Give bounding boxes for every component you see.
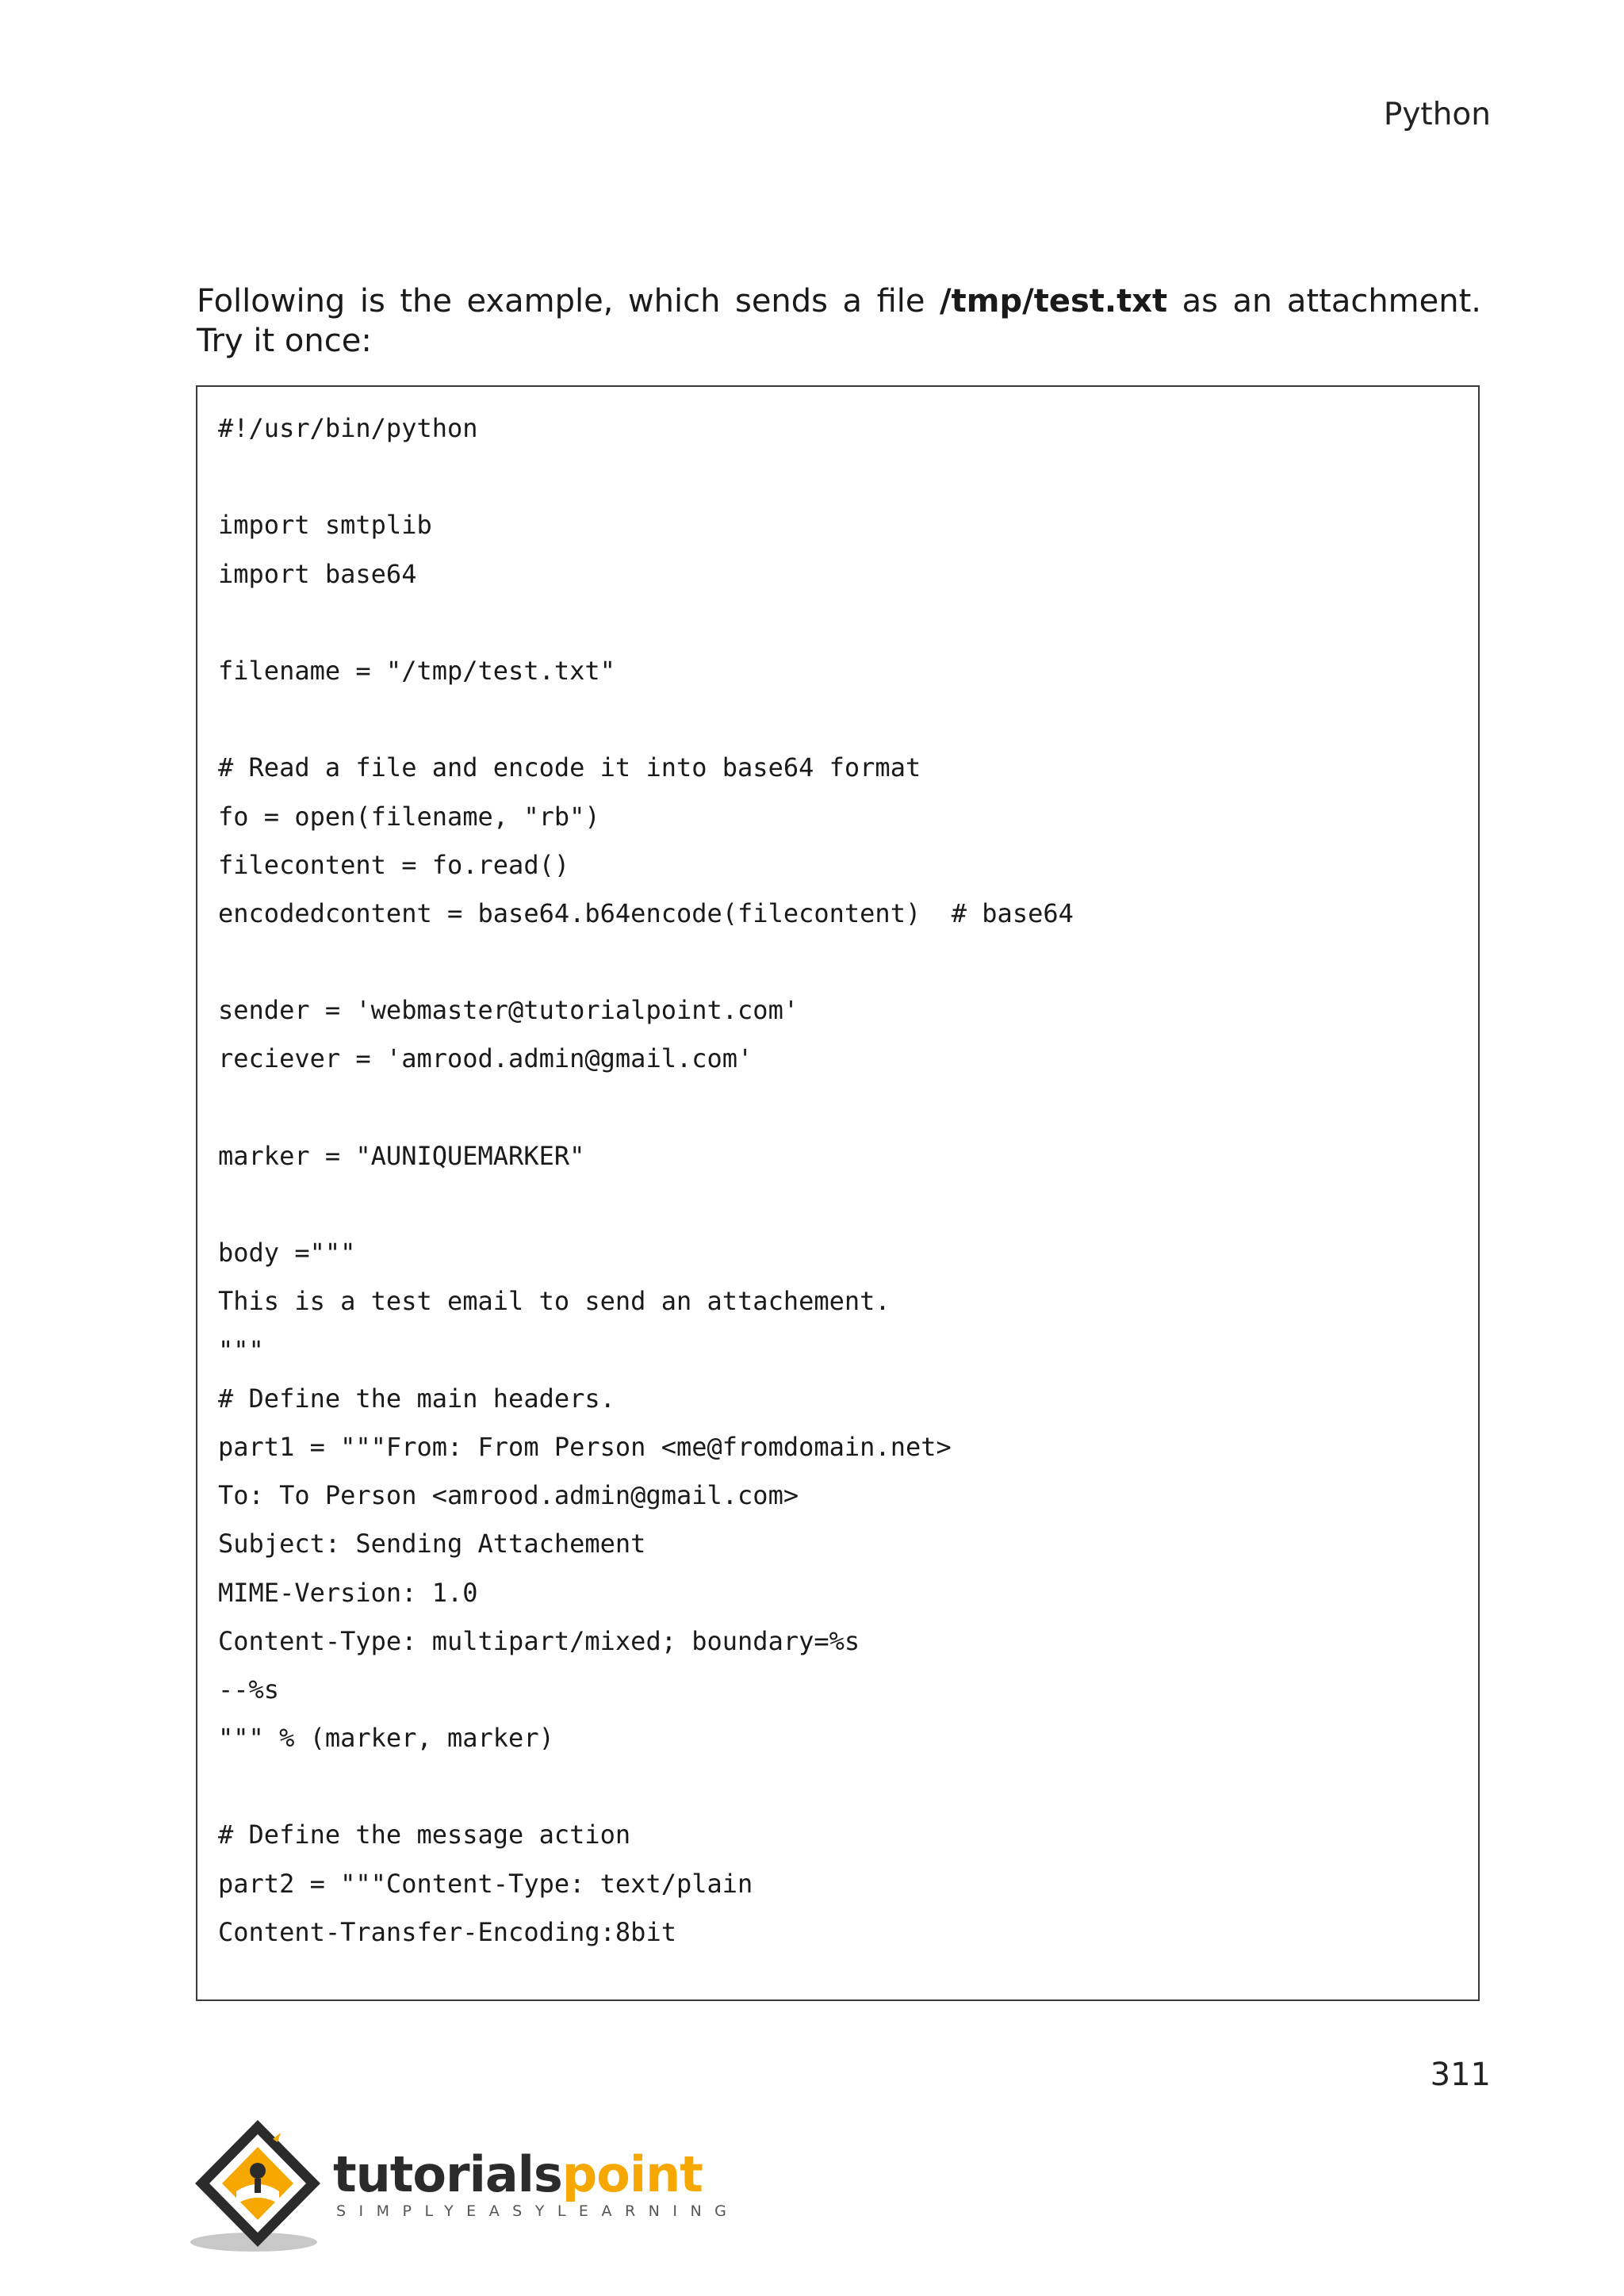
code-block — [196, 385, 1480, 2001]
code-line: MIME-Version: 1.0 — [218, 1577, 478, 1608]
code-line: # Define the main headers. — [218, 1383, 615, 1414]
code-line: body =""" — [218, 1238, 356, 1269]
code-line: filename = "/tmp/test.txt" — [218, 655, 615, 686]
code-line: """ % (marker, marker) — [218, 1723, 554, 1754]
code-lines — [218, 404, 1462, 1957]
intro-text-before: Following is the example, which sends a file — [197, 283, 940, 320]
page-number: 311 — [1430, 2057, 1491, 2093]
code-line: Content-Transfer-Encoding:8bit — [218, 1916, 676, 1947]
code-line — [218, 695, 1462, 744]
logo-word-tutorials: tutorials — [333, 2145, 562, 2203]
tutorialspoint-logo — [190, 2115, 740, 2258]
intro-text-after: as an attachment. Try it once: — [197, 283, 1481, 359]
intro-paragraph — [197, 281, 1481, 361]
code-line: encodedcontent = base64.b64encode(filecontent) # base64 — [218, 897, 1074, 928]
logo-emblem-icon — [190, 2115, 333, 2258]
code-line — [218, 938, 1462, 986]
intro-filename: /tmp/test.txt — [940, 283, 1168, 320]
code-line: Subject: Sending Attachement — [218, 1529, 646, 1559]
code-line: import smtplib — [218, 510, 432, 541]
code-line: part1 = """From: From Person <me@fromdomain.net> — [218, 1431, 952, 1462]
code-line — [218, 1762, 1462, 1811]
running-header-title: Python — [1383, 97, 1491, 132]
logo-tagline: SIMPLYEASYLEARNING — [336, 2202, 740, 2220]
code-line — [218, 1181, 1462, 1229]
code-line — [218, 1084, 1462, 1132]
code-line — [218, 453, 1462, 501]
code-line: Content-Type: multipart/mixed; boundary=%s — [218, 1625, 860, 1656]
code-line: To: To Person <amrood.admin@gmail.com> — [218, 1480, 799, 1511]
code-line: """ — [218, 1334, 264, 1365]
code-line: filecontent = fo.read() — [218, 849, 570, 880]
code-line: # Read a file and encode it into base64 format — [218, 752, 921, 783]
code-line: reciever = 'amrood.admin@gmail.com' — [218, 1043, 753, 1074]
code-line: sender = 'webmaster@tutorialpoint.com' — [218, 995, 799, 1026]
logo-word-point: point — [561, 2145, 703, 2203]
code-line: import base64 — [218, 558, 417, 589]
code-line: --%s — [218, 1674, 280, 1705]
code-line: #!/usr/bin/python — [218, 413, 478, 443]
code-line: fo = open(filename, "rb") — [218, 801, 600, 832]
code-line — [218, 599, 1462, 647]
code-line: # Define the message action — [218, 1820, 631, 1850]
code-line: This is a test email to send an attachement. — [218, 1286, 891, 1317]
code-line: part2 = """Content-Type: text/plain — [218, 1868, 753, 1899]
code-line: marker = "AUNIQUEMARKER" — [218, 1140, 585, 1171]
logo-wordmark — [333, 2145, 703, 2203]
